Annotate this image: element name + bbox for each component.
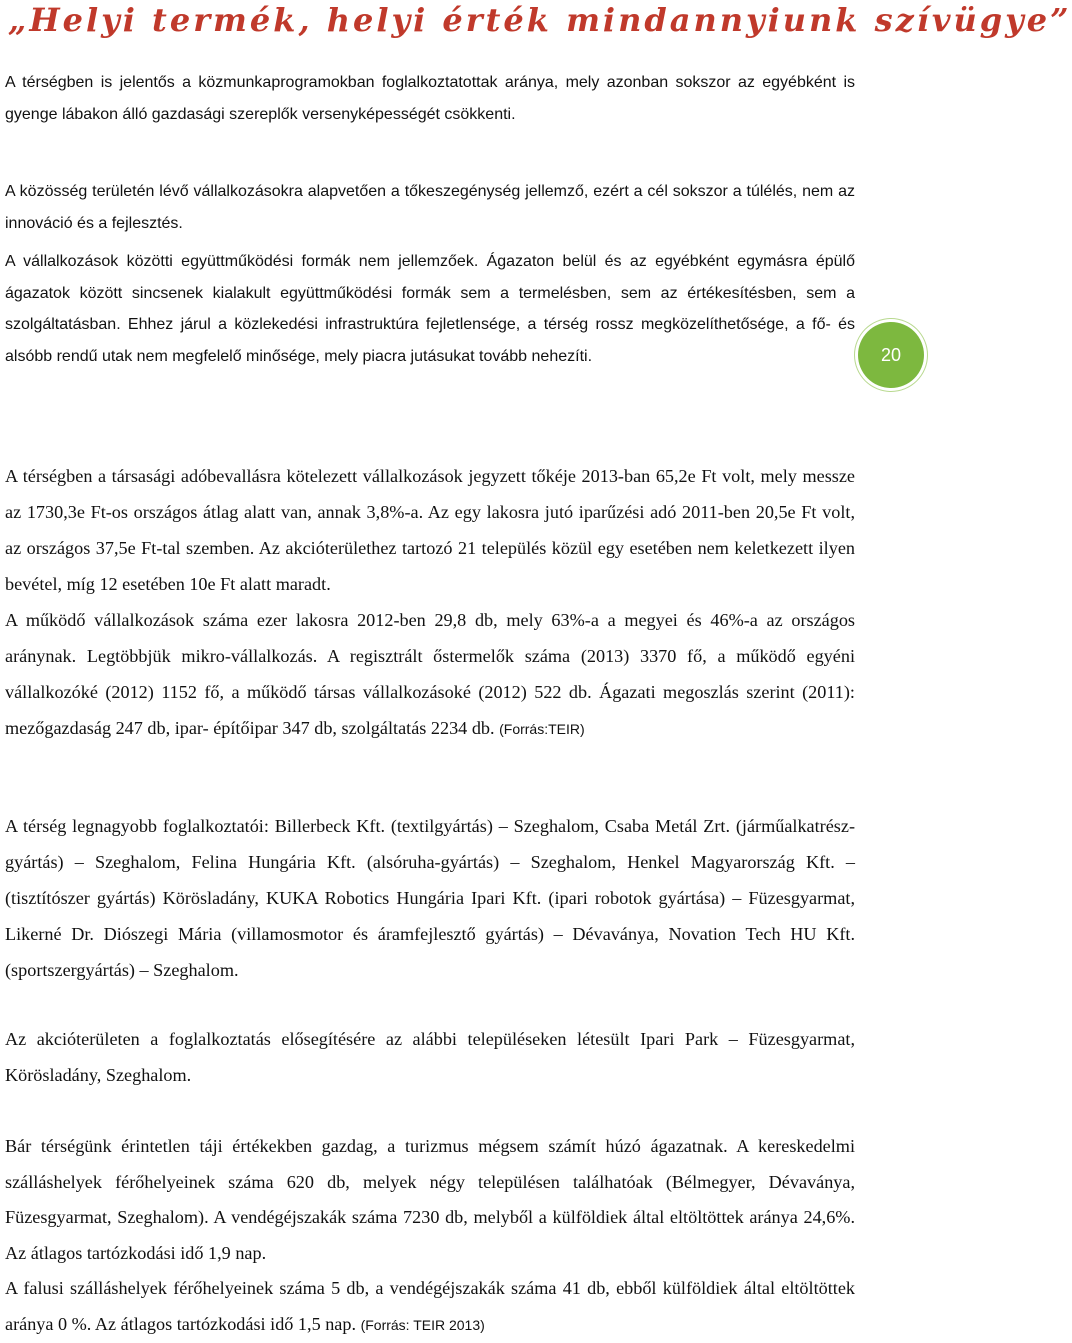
paragraph-enterprise-count: [5, 602, 855, 747]
paragraph-industrial-parks: Az akcióterületen a foglalkoztatás elősegítésére az alábbi településeken létesült Ipari Park – Füzesgyarmat, Körösladány, Szeghalom.: [5, 1029, 855, 1085]
paragraph-cooperation: A vállalkozások közötti együttműködési formák nem jellemzőek. Ágazaton belül és az egyébként egymásra épülő ágazatok között sincsenek kialakult együttműködési formák sem a termelésben, sem az értékesítésben, sem a szolgáltatásban. Ehhez járul a közlekedési infrastruktúra fejletlensége, a térség rossz megközelíthetősége, a fő- és alsóbb rendű utak nem megfelelő minősége, mely piacra jutásukat tovább nehezíti.: [5, 253, 855, 365]
rural-accommodation-text: A falusi szálláshelyek férőhelyeinek száma 5 db, a vendégéjszakák száma 41 db, ebből külföldiek által eltöltöttek aránya 0 %. Az átlagos tartózkodási idő 1,5 nap.: [5, 1278, 855, 1334]
paragraph-capital-shortage: A közösség területén lévő vállalkozásokra alapvetően a tőkeszegénység jellemző, ezért a cél sokszor a túlélés, nem az innováció és a fejlesztés.: [5, 183, 855, 232]
paragraph-largest-employers: A térség legnagyobb foglalkoztatói: Billerbeck Kft. (textilgyártás) – Szeghalom, Csaba Metál Zrt. (járműalkatrész-gyártás) – Szeghalom, Felina Hungária Kft. (alsóruha-gyártás) – Szeghalom, Henkel Magyarország Kft. – (tisztítószer gyártás) Körösladány, KUKA Robotics Hungária Ipari Kft. (ipari robotok gyártása) – Füzesgyarmat, Likerné Dr. Diószegi Mária (villamosmotor és áramfejlesztő gyártás) – Dévaványa, Novation Tech HU Kft. (sportszergyártás) – Szeghalom.: [5, 816, 855, 980]
source-note-teir: (Forrás:TEIR): [499, 721, 585, 737]
paragraph-rural-accommodation: [5, 1271, 855, 1343]
paragraph-corporate-tax: A térségben a társasági adóbevallásra kötelezett vállalkozások jegyzett tőkéje 2013-ban 65,2e Ft volt, mely messze az 1730,3e Ft-os országos átlag alatt van, annak 3,8%-a. Az egy lakosra jutó iparűzési adó 2011-ben 20,5e Ft volt, az országos 37,5e Ft-tal szemben. Az akcióterülethez tartozó 21 település közül egy esetében nem keletkezett ilyen bevétel, míg 12 esetében 10e Ft alatt maradt.: [5, 466, 855, 594]
page-number-badge: 20: [858, 322, 924, 388]
source-note-teir-2013: (Forrás: TEIR 2013): [360, 1316, 485, 1333]
document-title: „Helyi termék, helyi érték mindannyiunk szívügye”: [8, 1, 1072, 39]
paragraph-tourism: Bár térségünk érintetlen táji értékekben gazdag, a turizmus mégsem számít húzó ágazatnak. A kereskedelmi szálláshelyek férőhelyeinek száma 620 db, melyek négy településen találhatóak (Bélmegyer, Dévaványa, Füzesgyarmat, Szeghalom). A vendégéjszakák száma 7230 db, melyből a külföldiek által eltöltöttek aránya 24,6%. Az átlagos tartózkodási idő 1,9 nap.: [5, 1136, 855, 1263]
enterprise-count-text: A működő vállalkozások száma ezer lakosra 2012-ben 29,8 db, mely 63%-a a megyei és 46%-a az országos aránynak. Legtöbbjük mikro-vállalkozás. A regisztrált őstermelők száma (2013) 3370 fő, a működő egyéni vállalkozóké (2012) 1152 fő, a működő társas vállalkozásoké (2012) 522 db. Ágazati megoszlás szerint (2011): mezőgazdaság 247 db, ipar- építőipar 347 db, szolgáltatás 2234 db.: [5, 610, 855, 738]
paragraph-public-works: A térségben is jelentős a közmunkaprogramokban foglalkoztatottak aránya, mely azonban sokszor az egyébként is gyenge lábakon álló gazdasági szereplők versenyképességét csökkenti.: [5, 74, 855, 123]
